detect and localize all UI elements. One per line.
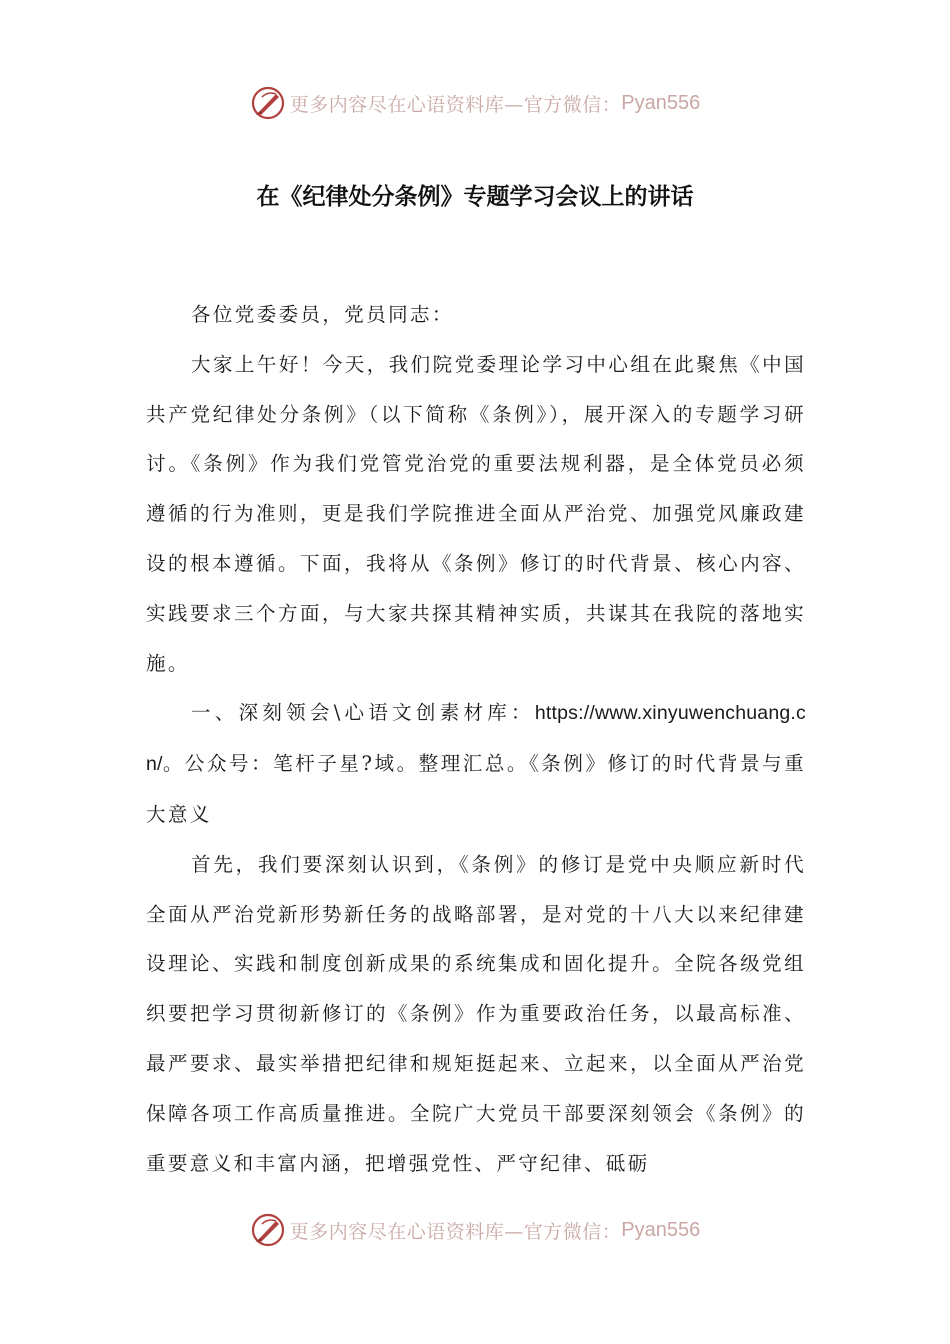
banner-text: 更多内容尽在心语资料库—官方微信： bbox=[289, 93, 622, 116]
source-url: https://www.xinyuwenchuang.cn/ bbox=[146, 702, 806, 776]
paragraph-intro: 大家上午好！今天，我们院党委理论学习中心组在此聚焦《中国共产党纪律处分条例》（以下简称《条例》），展开深入的专题学习研讨。《条例》作为我们党管党治党的重要法规利器，是全体党员必须遵循的行为准则，更是我们学院推进全面从严治党、加强党风廉政建设的根本遵循。下面，我将从《条例》修订的时代背景、核心内容、实践要求三个方面，与大家共探其精神实质，共谋其在我院的落地实施。 bbox=[146, 352, 806, 675]
banner-text: 更多内容尽在心语资料库—官方微信： bbox=[289, 1220, 622, 1243]
document-body bbox=[146, 290, 806, 1188]
heading-suffix: 。公众号：笔杆子星?域。整理汇总。《条例》修订的时代背景与重大意义 bbox=[146, 752, 806, 826]
quill-pen-logo-icon bbox=[250, 85, 286, 121]
banner-wechat-id: Pyan556 bbox=[621, 91, 701, 114]
footer-banner bbox=[0, 1207, 950, 1253]
page-title: 在《纪律处分条例》专题学习会议上的讲话 bbox=[256, 184, 694, 210]
section-heading-1 bbox=[146, 688, 806, 839]
banner-wechat-id: Pyan556 bbox=[621, 1218, 701, 1241]
heading-prefix: 一、深刻领会\心语文创素材库： bbox=[191, 701, 535, 725]
paragraph-1: 首先，我们要深刻认识到，《条例》的修订是党中央顺应新时代全面从严治党新形势新任务的战略部署，是对党的十八大以来纪律建设理论、实践和制度创新成果的系统集成和固化提升。全院各级党组织要把学习贯彻新修订的《条例》作为重要政治任务，以最高标准、最严要求、最实举措把纪律和规矩挺起来、立起来，以全面从严治党保障各项工作高质量推进。全院广大党员干部要深刻领会《条例》的重要意义和丰富内涵，把增强党性、严守纪律、砥砺 bbox=[146, 852, 806, 1175]
quill-pen-logo-icon bbox=[250, 1212, 286, 1248]
salutation: 各位党委委员，党员同志： bbox=[191, 303, 454, 326]
header-banner bbox=[0, 80, 950, 126]
